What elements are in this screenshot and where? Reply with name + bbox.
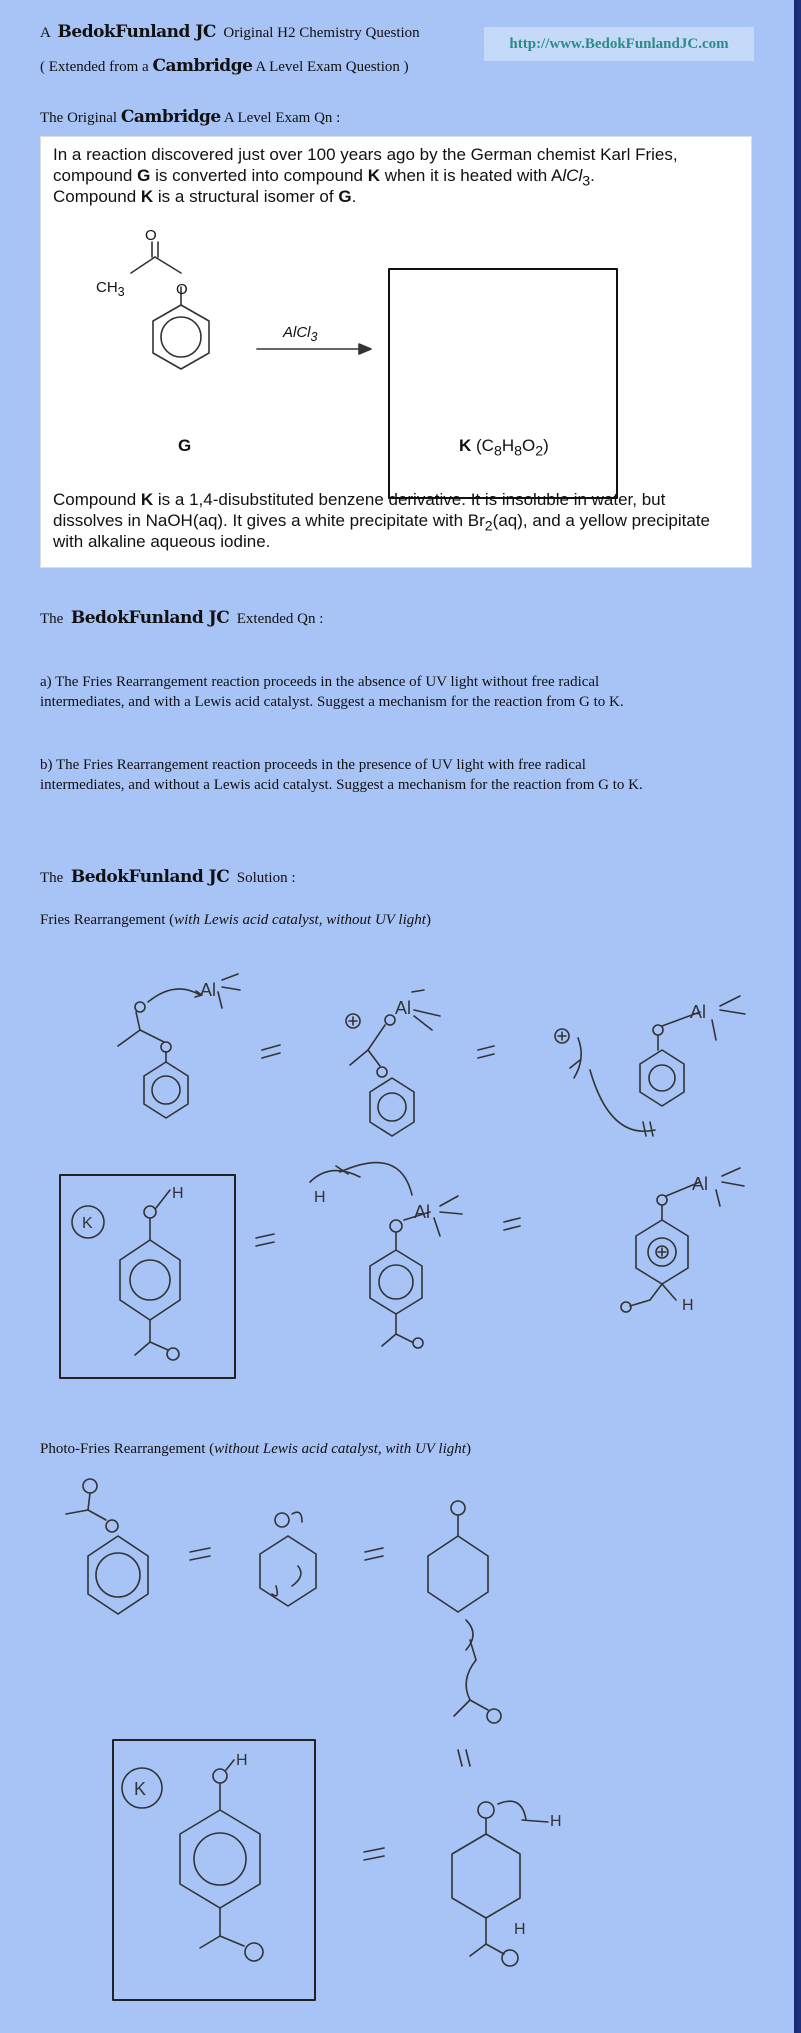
txt: )	[543, 436, 549, 455]
original-section-heading	[40, 107, 340, 127]
k-label: K	[82, 1215, 93, 1232]
txt: 2	[484, 518, 493, 535]
txt: The	[40, 611, 64, 627]
txt: 8	[493, 443, 502, 460]
header-prefix: A	[40, 25, 51, 41]
txt: 2	[535, 443, 544, 460]
fries-step-3	[555, 996, 745, 1131]
al-label: Al	[395, 998, 412, 1018]
fries-heading	[40, 912, 431, 929]
header-title: Original H2 Chemistry Question	[223, 25, 420, 41]
equilibrium-arrow-vertical	[643, 1122, 653, 1136]
txt: Extended Qn :	[236, 611, 324, 627]
photo-fries-mechanism-sketch	[0, 1470, 797, 2030]
compound-g-label: G	[137, 166, 151, 185]
part-a-line-1: a) The Fries Rearrangement reaction proceeds in the absence of UV light without free radical	[40, 674, 600, 690]
part-a-line-2: intermediates, and with a Lewis acid catalyst. Suggest a mechanism for the reaction from G to K.	[40, 694, 624, 710]
header-subtitle-prefix: ( Extended from a	[40, 59, 149, 75]
txt: H	[501, 436, 515, 455]
txt: Compound	[53, 187, 141, 206]
h-label: H	[314, 1189, 326, 1206]
compound-g-caption: G	[178, 436, 192, 455]
h-label: H	[236, 1752, 248, 1769]
txt: )	[465, 1441, 471, 1457]
al-label: Al	[414, 1202, 431, 1222]
txt: Photo-Fries Rearrangement (	[40, 1441, 215, 1457]
txt: 3	[117, 285, 125, 299]
al-label: Al	[692, 1174, 709, 1194]
txt: dissolves in NaOH(aq). It gives a white precipitate with Br	[53, 511, 485, 530]
photo-step-1	[66, 1479, 148, 1614]
compound-g-label: G	[338, 187, 352, 206]
fries-step-2	[346, 990, 440, 1136]
cambridge-logo-text: Cambridge	[152, 56, 253, 76]
cambridge-logo-text-2: Cambridge	[120, 107, 221, 127]
txt: Fries Rearrangement (	[40, 912, 175, 928]
question-intro-line-3	[53, 186, 739, 207]
txt: 3	[310, 330, 318, 344]
header-line-2	[40, 56, 409, 76]
reagent-label	[283, 322, 363, 348]
question-outro-line-1	[53, 489, 739, 510]
header-subtitle-suffix: A Level Exam Question )	[255, 59, 409, 75]
label-o-ester: O	[176, 281, 188, 298]
brand-logo-text-3: BedokFunland JC	[70, 867, 230, 887]
question-intro-line-1: In a reaction discovered just over 100 years ago by the German chemist Karl Fries,	[53, 145, 678, 164]
al-label: Al	[690, 1002, 707, 1022]
extended-section-heading	[40, 608, 323, 628]
h-label: H	[682, 1297, 694, 1314]
h-label: H	[172, 1185, 184, 1202]
compound-g-structure	[41, 217, 751, 477]
question-box	[40, 136, 752, 568]
txt: lC	[562, 166, 579, 185]
equilibrium-arrow	[365, 1548, 383, 1560]
txt: 8	[514, 443, 522, 460]
txt: The	[40, 870, 64, 886]
txt: without Lewis acid catalyst, with UV light	[214, 1441, 466, 1457]
compound-k-caption	[459, 435, 579, 462]
txt: Compound	[53, 490, 141, 509]
original-prefix: The Original	[40, 110, 118, 126]
compound-k-label: K	[367, 166, 380, 185]
txt: .	[351, 187, 357, 206]
al-label: Al	[200, 980, 217, 1000]
equilibrium-arrow	[262, 1045, 280, 1058]
equilibrium-arrow	[364, 1848, 384, 1860]
solution-section-heading	[40, 867, 296, 887]
txt: compound	[53, 166, 138, 185]
original-suffix: A Level Exam Qn :	[223, 110, 341, 126]
label-ch3	[96, 277, 156, 303]
fries-mechanism-sketch	[0, 950, 797, 1390]
part-b-line-2: intermediates, and without a Lewis acid catalyst. Suggest a mechanism for the reaction from G to K.	[40, 777, 643, 793]
h-label: H	[514, 1921, 526, 1938]
equilibrium-arrow	[190, 1548, 210, 1560]
txt: 3	[582, 173, 591, 190]
txt: .	[590, 166, 595, 185]
txt: l	[578, 166, 583, 185]
txt: AlCl	[283, 324, 311, 341]
fries-step-4	[621, 1168, 744, 1312]
txt: )	[425, 912, 431, 928]
fries-step-5	[310, 1163, 462, 1348]
txt: is a 1,4-disubstituted benzene derivative. It is insoluble in water, but	[153, 490, 666, 509]
photo-fries-heading	[40, 1441, 471, 1458]
fries-step-1	[118, 974, 240, 1118]
h-label: H	[550, 1813, 562, 1830]
txt: O	[522, 436, 536, 455]
txt: (aq), and a yellow precipitate	[492, 511, 711, 530]
part-a-question	[40, 672, 760, 712]
brand-logo-text-2: BedokFunland JC	[70, 608, 230, 628]
txt: Solution :	[236, 870, 296, 886]
txt: is a structural isomer of	[153, 187, 339, 206]
label-o-top: O	[145, 227, 157, 244]
equilibrium-arrow-vertical	[458, 1750, 470, 1766]
photo-step-3	[428, 1501, 501, 1723]
equilibrium-arrow	[256, 1234, 274, 1246]
brand-logo-text: BedokFunland JC	[57, 22, 216, 42]
txt: (C	[476, 436, 494, 455]
txt: is converted into compound	[150, 166, 368, 185]
txt: with Lewis acid catalyst, without UV light	[174, 912, 426, 928]
equilibrium-arrow	[504, 1218, 520, 1230]
header-line-1	[40, 22, 420, 42]
txt: K	[459, 436, 472, 455]
question-outro-line-3: with alkaline aqueous iodine.	[53, 532, 271, 551]
part-b-question	[40, 755, 760, 795]
compound-k-label: K	[140, 490, 154, 509]
photo-step-4	[452, 1801, 548, 1966]
txt: when it is heated with A	[380, 166, 563, 185]
compound-k-label: K	[140, 187, 154, 206]
equilibrium-arrow	[478, 1046, 494, 1058]
site-url-link[interactable]: http://www.BedokFunlandJC.com	[484, 27, 754, 61]
k-label: K	[134, 1779, 147, 1799]
txt: CH	[96, 279, 118, 296]
part-b-line-1: b) The Fries Rearrangement reaction proceeds in the presence of UV light with free radical	[40, 757, 586, 773]
photo-step-2	[260, 1512, 316, 1606]
